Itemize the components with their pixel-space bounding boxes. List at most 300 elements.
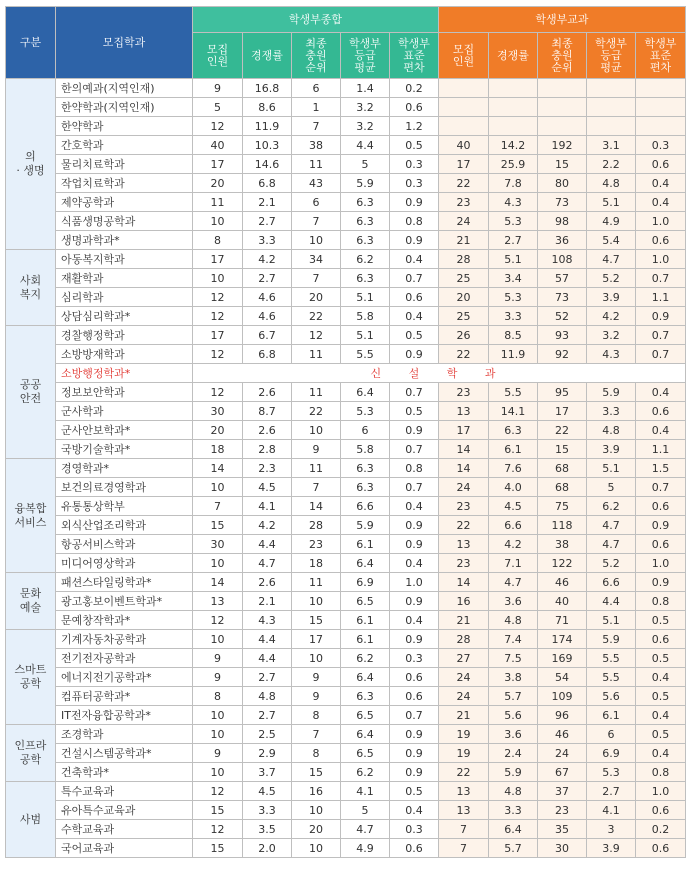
subject-cell: 8.5 [489, 326, 538, 345]
subject-cell [636, 79, 686, 98]
comprehensive-cell: 0.9 [390, 516, 439, 535]
comprehensive-cell: 23 [292, 535, 341, 554]
subject-cell: 22 [439, 345, 489, 364]
subject-cell: 3.9 [587, 288, 636, 307]
comprehensive-cell: 0.4 [390, 554, 439, 573]
subject-cell: 0.5 [636, 611, 686, 630]
subject-cell: 3 [587, 820, 636, 839]
comprehensive-cell: 0.6 [390, 687, 439, 706]
subject-cell: 23 [439, 497, 489, 516]
subject-cell: 0.5 [636, 725, 686, 744]
subject-cell: 5.1 [587, 611, 636, 630]
subject-cell: 5.2 [587, 554, 636, 573]
subject-cell: 192 [538, 136, 587, 155]
comprehensive-cell: 34 [292, 250, 341, 269]
comprehensive-cell: 0.9 [390, 231, 439, 250]
subject-cell: 21 [439, 706, 489, 725]
subject-cell: 19 [439, 744, 489, 763]
group-label: 의 · 생명 [6, 79, 56, 250]
department-name: 한약학과(지역인재) [56, 98, 193, 117]
subject-cell: 6.1 [587, 706, 636, 725]
department-name: IT전자융합공학과* [56, 706, 193, 725]
subject-cell: 6.6 [587, 573, 636, 592]
comprehensive-cell: 12 [193, 782, 243, 801]
comprehensive-cell: 2.7 [243, 212, 292, 231]
group-label: 스마트 공학 [6, 630, 56, 725]
comprehensive-cell: 6.2 [341, 763, 390, 782]
subject-cell: 3.3 [489, 801, 538, 820]
subject-cell: 3.3 [489, 307, 538, 326]
comprehensive-cell: 14 [193, 573, 243, 592]
subject-cell [538, 98, 587, 117]
department-name: 작업치료학과 [56, 174, 193, 193]
comprehensive-cell: 0.4 [390, 307, 439, 326]
subject-cell: 1.1 [636, 440, 686, 459]
comprehensive-cell: 8 [292, 744, 341, 763]
comprehensive-cell: 0.5 [390, 326, 439, 345]
subject-cell: 0.3 [636, 136, 686, 155]
table-row [6, 516, 686, 535]
comprehensive-cell: 9 [193, 649, 243, 668]
comprehensive-cell: 20 [292, 820, 341, 839]
subject-cell: 15 [538, 155, 587, 174]
subject-cell: 122 [538, 554, 587, 573]
comprehensive-cell: 6.8 [243, 174, 292, 193]
department-name: 식품생명공학과 [56, 212, 193, 231]
comprehensive-cell: 10 [193, 478, 243, 497]
comprehensive-cell: 9 [193, 668, 243, 687]
subject-cell: 95 [538, 383, 587, 402]
comprehensive-cell: 6.2 [341, 250, 390, 269]
comprehensive-cell: 3.7 [243, 763, 292, 782]
subject-cell: 4.8 [489, 611, 538, 630]
subject-cell: 14.2 [489, 136, 538, 155]
comprehensive-cell: 6.3 [341, 193, 390, 212]
subject-cell: 24 [439, 212, 489, 231]
comprehensive-cell: 0.7 [390, 440, 439, 459]
comprehensive-cell: 2.5 [243, 725, 292, 744]
comprehensive-cell: 0.5 [390, 402, 439, 421]
comprehensive-cell: 6 [292, 79, 341, 98]
subject-cell: 0.8 [636, 592, 686, 611]
comprehensive-cell: 0.9 [390, 592, 439, 611]
subject-col-2: 최종 충원 순위 [538, 33, 587, 79]
subject-cell: 22 [538, 421, 587, 440]
department-name: 보건의료경영학과 [56, 478, 193, 497]
subject-cell: 3.3 [587, 402, 636, 421]
comprehensive-cell: 4.3 [243, 611, 292, 630]
comprehensive-cell: 11 [292, 155, 341, 174]
table-row [6, 174, 686, 193]
comprehensive-cell: 4.5 [243, 478, 292, 497]
table-row [6, 611, 686, 630]
table-row [6, 649, 686, 668]
comprehensive-cell: 10 [292, 231, 341, 250]
comprehensive-cell: 10 [193, 763, 243, 782]
admission-results-table [5, 6, 686, 858]
subject-cell: 28 [439, 630, 489, 649]
comprehensive-cell: 3.3 [243, 801, 292, 820]
table-row [6, 478, 686, 497]
group-label: 공공 안전 [6, 326, 56, 459]
subject-cell: 0.4 [636, 193, 686, 212]
subject-cell: 4.9 [587, 212, 636, 231]
department-name: 국어교육과 [56, 839, 193, 858]
subject-cell: 5 [587, 478, 636, 497]
comprehensive-cell: 22 [292, 307, 341, 326]
table-row [6, 554, 686, 573]
subject-cell: 75 [538, 497, 587, 516]
comprehensive-cell: 0.7 [390, 383, 439, 402]
comprehensive-cell: 16 [292, 782, 341, 801]
comprehensive-cell: 3.2 [341, 117, 390, 136]
department-name: 경찰행정학과 [56, 326, 193, 345]
department-name: 건설시스템공학과* [56, 744, 193, 763]
subject-cell: 14.1 [489, 402, 538, 421]
header-category: 구분 [6, 7, 56, 79]
subject-cell: 0.9 [636, 307, 686, 326]
comprehensive-cell: 20 [193, 174, 243, 193]
subject-cell: 5.5 [587, 668, 636, 687]
comprehensive-cell: 6.1 [341, 535, 390, 554]
subject-cell: 0.4 [636, 706, 686, 725]
subject-cell: 40 [538, 592, 587, 611]
comprehensive-cell: 43 [292, 174, 341, 193]
subject-cell: 25 [439, 307, 489, 326]
subject-cell: 0.2 [636, 820, 686, 839]
comprehensive-cell: 38 [292, 136, 341, 155]
comprehensive-cell: 3.2 [341, 98, 390, 117]
subject-cell: 14 [439, 459, 489, 478]
comprehensive-cell: 5.1 [341, 326, 390, 345]
subject-cell [489, 98, 538, 117]
comprehensive-cell: 2.6 [243, 383, 292, 402]
comprehensive-cell: 17 [193, 250, 243, 269]
comprehensive-cell: 12 [193, 288, 243, 307]
comprehensive-cell: 0.9 [390, 535, 439, 554]
comprehensive-cell: 4.2 [243, 250, 292, 269]
table-row [6, 763, 686, 782]
comprehensive-cell: 4.7 [243, 554, 292, 573]
subject-cell: 0.5 [636, 649, 686, 668]
table-row [6, 117, 686, 136]
comprehensive-cell: 10 [292, 421, 341, 440]
subject-cell: 4.8 [587, 421, 636, 440]
subject-cell: 108 [538, 250, 587, 269]
subject-cell: 17 [439, 421, 489, 440]
table-row [6, 364, 686, 383]
subject-cell: 73 [538, 288, 587, 307]
comprehensive-cell: 6.3 [341, 231, 390, 250]
subject-cell: 1.5 [636, 459, 686, 478]
comprehensive-cell: 4.6 [243, 307, 292, 326]
comprehensive-cell: 10 [292, 592, 341, 611]
group-label: 문화 예술 [6, 573, 56, 630]
comprehensive-cell: 2.0 [243, 839, 292, 858]
comprehensive-cell: 5.3 [341, 402, 390, 421]
subject-cell: 1.0 [636, 212, 686, 231]
comprehensive-cell: 6.3 [341, 687, 390, 706]
comprehensive-cell: 10 [292, 839, 341, 858]
comprehensive-cell: 5.9 [341, 516, 390, 535]
comprehensive-cell: 9 [193, 744, 243, 763]
comprehensive-cell: 5.1 [341, 288, 390, 307]
subject-cell: 57 [538, 269, 587, 288]
subject-cell: 37 [538, 782, 587, 801]
comprehensive-cell: 11.9 [243, 117, 292, 136]
subject-col-1: 경쟁률 [489, 33, 538, 79]
subject-cell: 23 [439, 193, 489, 212]
subject-cell: 21 [439, 611, 489, 630]
subject-cell: 4.7 [587, 516, 636, 535]
comprehensive-cell: 7 [292, 269, 341, 288]
subject-cell: 14 [439, 573, 489, 592]
subject-cell: 11.9 [489, 345, 538, 364]
subject-cell: 0.6 [636, 497, 686, 516]
subject-cell: 7 [439, 820, 489, 839]
comprehensive-cell: 4.4 [243, 630, 292, 649]
comprehensive-cell: 6.3 [341, 269, 390, 288]
comprehensive-cell: 12 [193, 345, 243, 364]
comprehensive-cell: 10 [193, 554, 243, 573]
subject-cell: 6.2 [587, 497, 636, 516]
department-name: 외식산업조리학과 [56, 516, 193, 535]
comprehensive-cell: 2.6 [243, 421, 292, 440]
subject-cell: 16 [439, 592, 489, 611]
group-label: 사회 복지 [6, 250, 56, 326]
subject-cell: 19 [439, 725, 489, 744]
comprehensive-cell: 12 [193, 820, 243, 839]
department-name: 광고홍보이벤트학과* [56, 592, 193, 611]
department-name: 소방행정학과* [56, 364, 193, 383]
department-name: 조경학과 [56, 725, 193, 744]
subject-cell: 1.0 [636, 554, 686, 573]
table-row [6, 79, 686, 98]
department-name: 특수교육과 [56, 782, 193, 801]
table-row [6, 212, 686, 231]
comprehensive-cell: 4.6 [243, 288, 292, 307]
subject-cell: 5.7 [489, 839, 538, 858]
comprehensive-cell: 2.1 [243, 592, 292, 611]
comprehensive-cell: 6.1 [341, 630, 390, 649]
comprehensive-cell: 8 [193, 687, 243, 706]
subject-cell: 5.9 [587, 630, 636, 649]
subject-cell: 3.6 [489, 725, 538, 744]
comprehensive-cell: 0.3 [390, 820, 439, 839]
comprehensive-cell: 7 [292, 725, 341, 744]
subject-col-4: 학생부 표준 편차 [636, 33, 686, 79]
subject-cell: 0.7 [636, 345, 686, 364]
comprehensive-cell: 10 [193, 212, 243, 231]
comprehensive-cell: 1 [292, 98, 341, 117]
table-row [6, 288, 686, 307]
subject-cell: 5.6 [587, 687, 636, 706]
comprehensive-cell: 4.4 [243, 535, 292, 554]
comprehensive-cell: 28 [292, 516, 341, 535]
comprehensive-cell: 0.9 [390, 630, 439, 649]
department-name: 상담심리학과* [56, 307, 193, 326]
subject-cell: 109 [538, 687, 587, 706]
table-row [6, 573, 686, 592]
subject-cell: 40 [439, 136, 489, 155]
table-row [6, 801, 686, 820]
comprehensive-cell: 40 [193, 136, 243, 155]
subject-cell [587, 117, 636, 136]
subject-cell: 6 [587, 725, 636, 744]
subject-cell: 3.2 [587, 326, 636, 345]
table-row [6, 725, 686, 744]
comprehensive-cell: 5 [341, 801, 390, 820]
subject-cell: 24 [439, 687, 489, 706]
comprehensive-cell: 12 [193, 611, 243, 630]
subject-cell: 5.3 [489, 288, 538, 307]
subject-cell: 0.6 [636, 801, 686, 820]
department-name: 소방방재학과 [56, 345, 193, 364]
department-name: 유통통상학부 [56, 497, 193, 516]
comprehensive-cell: 0.9 [390, 763, 439, 782]
department-name: 한약학과 [56, 117, 193, 136]
subject-col-0: 모집 인원 [439, 33, 489, 79]
table-row [6, 592, 686, 611]
department-name: 에너지전기공학과* [56, 668, 193, 687]
comprehensive-cell: 6.4 [341, 668, 390, 687]
subject-cell: 14 [439, 440, 489, 459]
comprehensive-cell: 2.8 [243, 440, 292, 459]
table-row [6, 98, 686, 117]
subject-cell: 3.8 [489, 668, 538, 687]
subject-cell: 22 [439, 174, 489, 193]
subject-cell: 92 [538, 345, 587, 364]
comprehensive-cell: 10 [193, 706, 243, 725]
subject-cell: 0.8 [636, 763, 686, 782]
department-name: 경영학과* [56, 459, 193, 478]
department-name: 패션스타일링학과* [56, 573, 193, 592]
subject-cell: 5.9 [489, 763, 538, 782]
comprehensive-cell: 0.3 [390, 174, 439, 193]
comprehensive-cell: 0.9 [390, 744, 439, 763]
comprehensive-cell: 12 [193, 307, 243, 326]
table-row [6, 706, 686, 725]
subject-cell: 24 [538, 744, 587, 763]
comprehensive-col-2: 최종 충원 순위 [292, 33, 341, 79]
subject-cell: 25.9 [489, 155, 538, 174]
table-row [6, 326, 686, 345]
department-name: 제약공학과 [56, 193, 193, 212]
department-name: 전기전자공학과 [56, 649, 193, 668]
comprehensive-cell: 0.7 [390, 478, 439, 497]
subject-cell: 3.6 [489, 592, 538, 611]
subject-cell: 54 [538, 668, 587, 687]
subject-cell: 4.2 [489, 535, 538, 554]
comprehensive-cell: 7 [193, 497, 243, 516]
department-name: 수학교육과 [56, 820, 193, 839]
department-name: 기계자동차공학과 [56, 630, 193, 649]
comprehensive-col-4: 학생부 표준 편차 [390, 33, 439, 79]
comprehensive-cell: 2.7 [243, 706, 292, 725]
header-comprehensive: 학생부종합 [193, 7, 439, 33]
subject-cell: 4.0 [489, 478, 538, 497]
table-row [6, 744, 686, 763]
table-row [6, 136, 686, 155]
comprehensive-cell: 6 [292, 193, 341, 212]
comprehensive-cell: 9 [292, 687, 341, 706]
comprehensive-cell: 4.8 [243, 687, 292, 706]
subject-cell: 0.4 [636, 174, 686, 193]
table-row [6, 440, 686, 459]
subject-cell: 6.6 [489, 516, 538, 535]
subject-cell: 67 [538, 763, 587, 782]
comprehensive-cell: 6.5 [341, 744, 390, 763]
subject-cell [439, 98, 489, 117]
comprehensive-cell: 2.6 [243, 573, 292, 592]
comprehensive-cell: 14.6 [243, 155, 292, 174]
comprehensive-cell: 0.6 [390, 668, 439, 687]
comprehensive-cell: 0.9 [390, 193, 439, 212]
comprehensive-cell: 6.6 [341, 497, 390, 516]
comprehensive-cell: 0.8 [390, 212, 439, 231]
comprehensive-cell: 0.6 [390, 98, 439, 117]
comprehensive-cell: 5.8 [341, 440, 390, 459]
table-row [6, 383, 686, 402]
subject-cell: 3.1 [587, 136, 636, 155]
comprehensive-cell: 5.5 [341, 345, 390, 364]
subject-cell: 13 [439, 801, 489, 820]
subject-cell: 7.8 [489, 174, 538, 193]
subject-cell: 0.6 [636, 231, 686, 250]
subject-cell: 22 [439, 516, 489, 535]
subject-cell: 5.3 [489, 212, 538, 231]
comprehensive-cell: 2.7 [243, 668, 292, 687]
comprehensive-cell: 0.9 [390, 725, 439, 744]
header-subject: 학생부교과 [439, 7, 686, 33]
subject-cell: 25 [439, 269, 489, 288]
comprehensive-cell: 6.3 [341, 212, 390, 231]
comprehensive-cell: 1.0 [390, 573, 439, 592]
comprehensive-cell: 11 [292, 573, 341, 592]
comprehensive-cell: 18 [193, 440, 243, 459]
comprehensive-cell: 5.8 [341, 307, 390, 326]
comprehensive-cell: 0.2 [390, 79, 439, 98]
comprehensive-cell: 8.7 [243, 402, 292, 421]
department-name: 컴퓨터공학과* [56, 687, 193, 706]
subject-cell: 0.4 [636, 421, 686, 440]
comprehensive-cell: 6.2 [341, 649, 390, 668]
subject-cell: 5.4 [587, 231, 636, 250]
subject-cell: 3.4 [489, 269, 538, 288]
department-name: 생명과학과* [56, 231, 193, 250]
subject-cell: 23 [538, 801, 587, 820]
subject-cell: 3.9 [587, 440, 636, 459]
subject-cell: 7.4 [489, 630, 538, 649]
table-row [6, 630, 686, 649]
comprehensive-cell: 1.2 [390, 117, 439, 136]
comprehensive-cell: 17 [292, 630, 341, 649]
department-name: 군사안보학과* [56, 421, 193, 440]
subject-cell: 0.4 [636, 744, 686, 763]
subject-cell: 1.1 [636, 288, 686, 307]
subject-cell: 96 [538, 706, 587, 725]
subject-cell: 4.7 [489, 573, 538, 592]
subject-cell: 5.2 [587, 269, 636, 288]
comprehensive-cell: 15 [193, 801, 243, 820]
subject-cell: 0.9 [636, 516, 686, 535]
comprehensive-cell: 0.7 [390, 269, 439, 288]
comprehensive-cell: 17 [193, 155, 243, 174]
comprehensive-cell: 5.9 [341, 174, 390, 193]
subject-cell: 23 [439, 554, 489, 573]
comprehensive-cell: 0.4 [390, 611, 439, 630]
subject-cell: 0.5 [636, 687, 686, 706]
